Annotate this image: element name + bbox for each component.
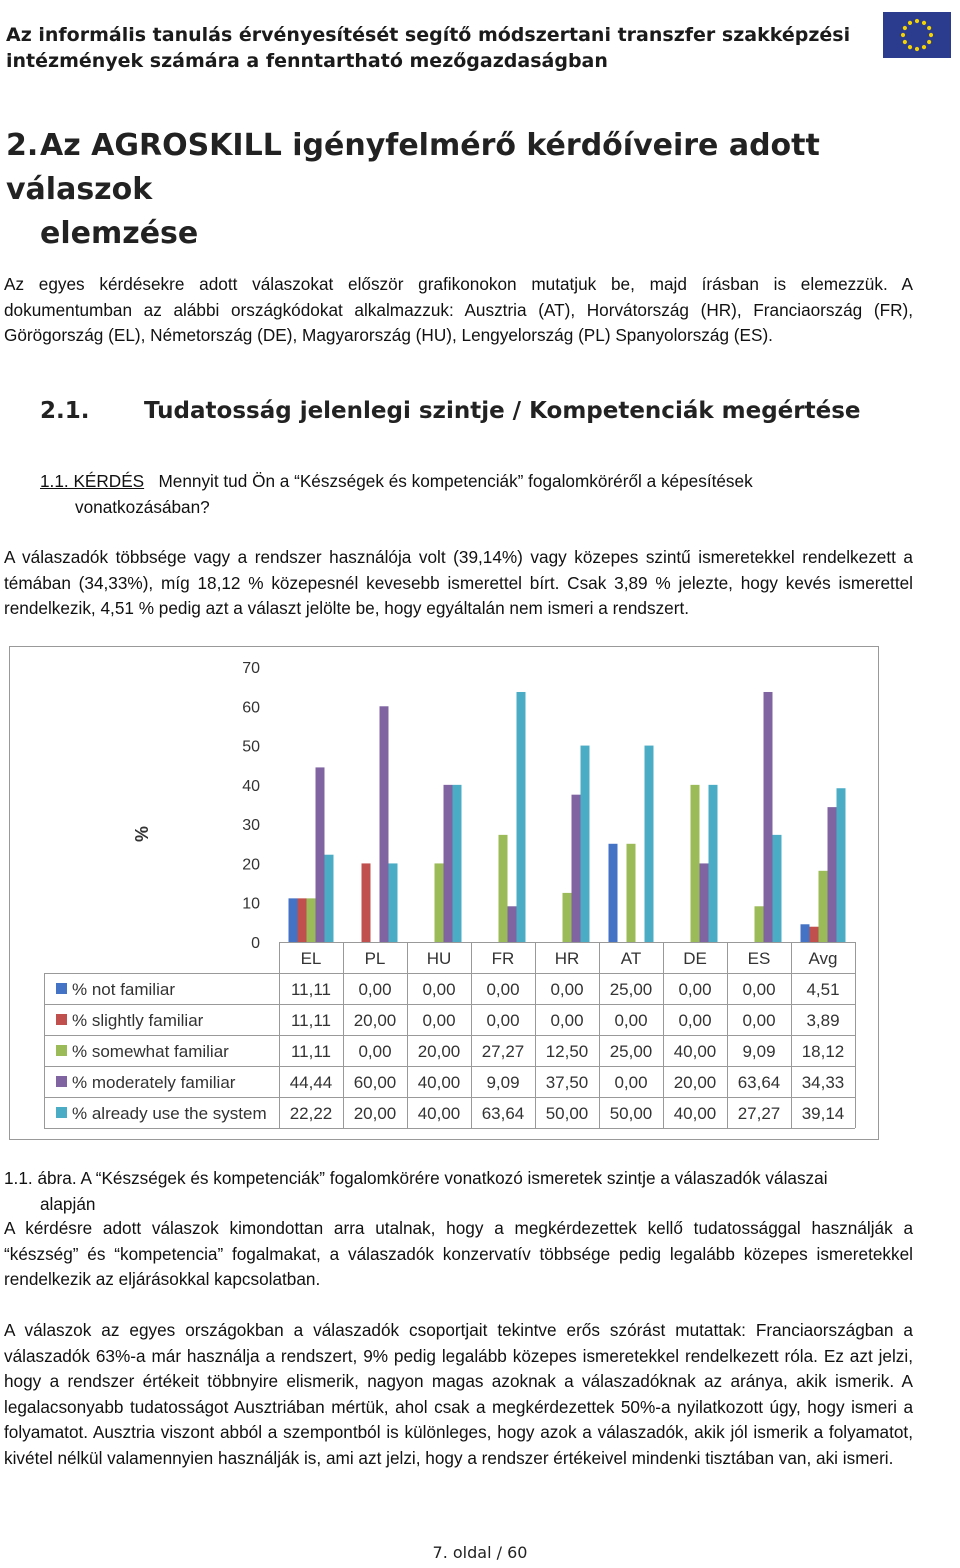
- data-label: 11,11: [290, 980, 332, 999]
- data-label: 27,27: [737, 1104, 781, 1123]
- legend-entry: % moderately familiar: [72, 1073, 236, 1092]
- section-heading: [6, 124, 916, 256]
- bar: [517, 692, 526, 942]
- data-label: 60,00: [353, 1073, 397, 1092]
- flag-star: [922, 45, 926, 49]
- data-label: 63,64: [481, 1104, 525, 1123]
- bar: [581, 746, 590, 942]
- data-label: 22,22: [289, 1104, 333, 1123]
- bar: [453, 785, 462, 942]
- data-label: 0,00: [550, 980, 584, 999]
- flag-star: [922, 21, 926, 25]
- data-label: 0,00: [422, 980, 456, 999]
- bar: [508, 906, 517, 942]
- bar: [691, 785, 700, 942]
- conclusion-paragraph-1: A kérdésre adott válaszok kimondottan arra utalnak, hogy a megkérdezettek kellő tudatossággal használják a “készség” és “kompetencia” fogalmakat, a válaszadók konzervatív többsége pedig legalább közepes ismeretekkel rendelkezik az eljárásokkal kapcsolatban.: [4, 1218, 913, 1289]
- legend-swatch: [56, 1107, 67, 1118]
- document-header: [6, 22, 856, 74]
- data-label: 20,00: [353, 1011, 397, 1030]
- x-tick-label: HU: [426, 949, 452, 968]
- data-label: 40,00: [417, 1104, 461, 1123]
- figure-number: 1.1. ábra.: [4, 1168, 77, 1188]
- bar: [609, 844, 618, 942]
- data-label: 39,14: [801, 1104, 845, 1123]
- data-label: 0,00: [358, 980, 392, 999]
- flag-star: [915, 19, 919, 23]
- question-text-line-2: vonatkozásában?: [75, 496, 210, 517]
- data-label: 25,00: [609, 1042, 653, 1061]
- bar: [700, 863, 709, 942]
- answer-summary: A válaszadók többsége vagy a rendszer használója volt (39,14%) vagy közepes szintű ismeretekkel rendelkezett a témában (34,33%), míg 18,12 % közepesnél kevesebb ismerettel bírt. Csak 3,89 % jelezte, hogy kevés ismerettel rendelkezik, 4,51 % pedig azt a választ jelölte be, hogy egyáltalán nem ismeri a rendszert.: [4, 547, 913, 618]
- x-tick-label: PL: [364, 949, 386, 968]
- bar: [645, 746, 654, 942]
- bar: [627, 844, 636, 942]
- data-label: 12,50: [545, 1042, 589, 1061]
- data-label: 40,00: [673, 1104, 717, 1123]
- flag-star: [929, 33, 933, 37]
- data-label: 0,00: [614, 1073, 648, 1092]
- flag-star: [903, 40, 907, 44]
- eu-flag-icon: [883, 12, 951, 58]
- y-tick-label: 70: [242, 660, 260, 677]
- data-label: 9,09: [742, 1042, 776, 1061]
- legend-swatch: [56, 1045, 67, 1056]
- x-tick-label: DE: [683, 949, 707, 968]
- question-block: [40, 469, 913, 520]
- bar: [435, 863, 444, 942]
- flag-star: [908, 21, 912, 25]
- data-label: 63,64: [737, 1073, 781, 1092]
- data-label: 20,00: [353, 1104, 397, 1123]
- data-label: 27,27: [481, 1042, 525, 1061]
- chart-svg: [10, 647, 878, 1139]
- bar: [810, 927, 819, 942]
- bar: [572, 795, 581, 942]
- bar: [380, 706, 389, 942]
- figure-caption: [4, 1166, 913, 1217]
- data-label: 3,89: [806, 1011, 840, 1030]
- bar: [764, 692, 773, 942]
- data-label: 0,00: [742, 1011, 776, 1030]
- bar: [773, 835, 782, 942]
- question-number: 1.1. KÉRDÉS: [40, 471, 145, 491]
- y-tick-label: 50: [242, 738, 260, 756]
- y-tick-label: 0: [251, 935, 260, 952]
- intro-paragraph: Az egyes kérdésekre adott válaszokat először grafikonokon mutatjuk be, majd írásban is elemezzük. A dokumentumban az alábbi országkódokat alkalmazzuk: Ausztria (AT), Horvátország (HR), Franciaország (FR), Görögország (EL), Németország (DE), Magyarország (HU), Lengyelország (PL) Spanyolország (ES).: [4, 274, 913, 345]
- bar-chart-with-table: [9, 646, 879, 1140]
- section-number: 2.: [6, 128, 39, 163]
- x-tick-label: Avg: [808, 949, 838, 968]
- bar: [325, 855, 334, 942]
- x-tick-label: AT: [620, 949, 642, 968]
- data-label: 40,00: [673, 1042, 717, 1061]
- conclusion-paragraph-2: A válaszok az egyes országokban a válaszadók csoportjait tekintve erős szórást mutattak: Franciaországban a válaszadók 63%-a már használja a rendszert, 9% pedig legalább közepes ismeretekkel rendelkezett róla. Ez azt jelzi, hogy a rendszer értékeit többnyire elismerik, nagyon magas azoknak a válaszadóknak az aránya, akik ismerik. A legalacsonyabb tudatosságot Ausztriában mértük, ahol csak a megkérdezettek 50%-a nyilatkozott úgy, hogy ismeri a folyamatot. Ausztria viszont abból a szempontból is különleges, hogy azok a válaszadók, akik jól ismerik a folyamatot, kivétel nélkül valamennyien használják is, ami azt jelzi, hogy a rendszer értékeivel mindenki tisztában van, aki ismeri.: [4, 1320, 913, 1468]
- bar: [289, 898, 298, 942]
- flag-star: [915, 47, 919, 51]
- bar: [837, 788, 846, 942]
- legend-swatch: [56, 1076, 67, 1087]
- data-label: 0,00: [550, 1011, 584, 1030]
- flag-star: [927, 40, 931, 44]
- bar: [819, 871, 828, 942]
- data-label: 9,09: [486, 1073, 520, 1092]
- y-tick-label: 10: [242, 895, 260, 913]
- flag-star: [927, 26, 931, 30]
- flag-star: [908, 45, 912, 49]
- page-number: 7. oldal / 60: [432, 1543, 528, 1562]
- legend-entry: % slightly familiar: [72, 1011, 204, 1030]
- flag-star: [901, 33, 905, 37]
- data-label: 20,00: [673, 1073, 717, 1092]
- section-title-line-2: elemzése: [40, 216, 199, 251]
- y-tick-label: 30: [242, 817, 260, 835]
- legend-entry: % not familiar: [72, 980, 175, 999]
- legend-entry: % somewhat familiar: [72, 1042, 229, 1061]
- data-label: 11,11: [290, 1011, 332, 1030]
- subsection-title: Tudatosság jelenlegi szintje / Kompetenciák megértése: [144, 398, 861, 424]
- bar: [755, 906, 764, 942]
- y-axis-label: %: [132, 825, 152, 843]
- subsection-heading: [40, 398, 861, 424]
- bar: [709, 785, 718, 942]
- data-label: 44,44: [289, 1073, 333, 1092]
- data-label: 0,00: [742, 980, 776, 999]
- bar: [563, 893, 572, 942]
- x-tick-label: ES: [747, 949, 771, 968]
- figure-caption-line-1: A “Készségek és kompetenciák” fogalomkörére vonatkozó ismeretek szintje a válaszadók válaszai: [80, 1168, 828, 1188]
- data-label: 0,00: [678, 980, 712, 999]
- header-line-1: Az informális tanulás érvényesítését segítő módszertani transzfer szakképzési: [6, 24, 851, 46]
- bar: [828, 807, 837, 942]
- bar: [444, 785, 453, 942]
- legend-entry: % already use the system: [72, 1104, 267, 1123]
- legend-swatch: [56, 983, 67, 994]
- bar: [499, 835, 508, 942]
- y-tick-label: 60: [242, 699, 260, 717]
- data-label: 0,00: [422, 1011, 456, 1030]
- data-label: 18,12: [801, 1042, 845, 1061]
- data-label: 0,00: [678, 1011, 712, 1030]
- x-tick-label: HR: [554, 949, 580, 968]
- bar: [362, 863, 371, 942]
- x-tick-label: EL: [300, 949, 322, 968]
- y-tick-label: 20: [242, 856, 260, 874]
- data-label: 37,50: [545, 1073, 589, 1092]
- data-label: 11,11: [290, 1042, 332, 1061]
- bar: [389, 863, 398, 942]
- bar: [801, 924, 810, 942]
- bar: [316, 767, 325, 942]
- data-label: 0,00: [358, 1042, 392, 1061]
- data-label: 0,00: [486, 980, 520, 999]
- figure-caption-line-2: alapján: [40, 1193, 96, 1214]
- data-label: 4,51: [806, 980, 840, 999]
- data-label: 0,00: [614, 1011, 648, 1030]
- data-label: 25,00: [609, 980, 653, 999]
- subsection-number: 2.1.: [40, 398, 90, 424]
- question-text-line-1: Mennyit tud Ön a “Készségek és kompetenciák” fogalomköréről a képesítések: [158, 471, 753, 491]
- data-label: 0,00: [486, 1011, 520, 1030]
- header-line-2: intézmények számára a fenntartható mezőgazdaságban: [6, 50, 608, 72]
- flag-star: [903, 26, 907, 30]
- legend-swatch: [56, 1014, 67, 1025]
- data-label: 50,00: [609, 1104, 653, 1123]
- y-tick-label: 40: [242, 777, 260, 795]
- data-label: 20,00: [417, 1042, 461, 1061]
- x-tick-label: FR: [491, 949, 515, 968]
- data-label: 40,00: [417, 1073, 461, 1092]
- data-label: 50,00: [545, 1104, 589, 1123]
- data-label: 34,33: [801, 1073, 845, 1092]
- bar: [298, 898, 307, 942]
- bar: [307, 898, 316, 942]
- section-title-line-1: Az AGROSKILL igényfelmérő kérdőíveire adott válaszok: [6, 128, 820, 207]
